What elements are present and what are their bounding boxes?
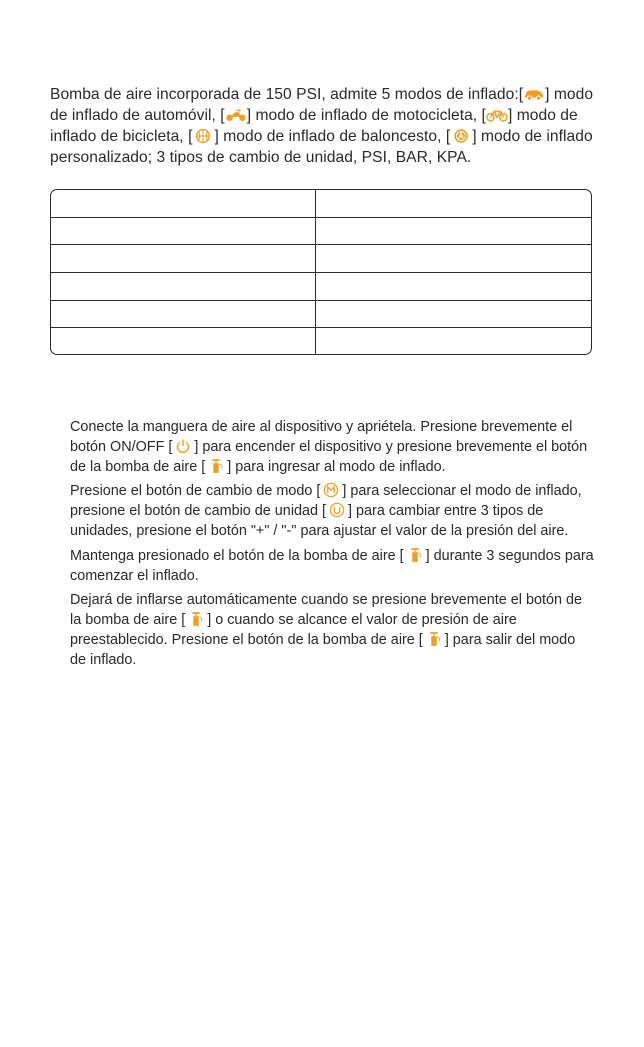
car-icon	[523, 86, 545, 102]
table-cell	[51, 273, 316, 300]
table-row	[51, 273, 591, 301]
step-text: Presione el botón de cambio de modo [	[70, 483, 321, 500]
table-cell	[316, 245, 591, 272]
table-row	[51, 328, 591, 355]
intro-paragraph	[50, 84, 600, 168]
unit-icon	[326, 502, 348, 518]
step-text: Dejará de inflarse automáticamente cuando se presione brevemente el botón de la bomba de aire [	[70, 592, 582, 629]
intro-text-2: ] modo de inflado de automóvil, [	[50, 86, 594, 124]
step-text: ] o cuando se alcance el valor de presión de aire preestablecido. Presione el botón de la bomba de aire [	[70, 612, 517, 648]
bicycle-icon	[486, 107, 508, 123]
intro-text-6: ] modo de inflado personalizado; 3 tipos de cambio de unidad, PSI, BAR, KPA.	[50, 128, 593, 166]
step-text: Mantenga presionado el botón de la bomba de aire [	[70, 547, 404, 564]
step-4	[70, 591, 595, 670]
intro-text-5: ] modo de inflado de baloncesto, [	[214, 128, 451, 145]
pump-icon	[404, 547, 426, 563]
pump-icon	[423, 631, 445, 647]
step-2	[70, 482, 595, 541]
step-text: ] para salir del modo de inflado.	[70, 631, 576, 668]
step-text: ] durante 3 segundos para comenzar el inflado.	[70, 547, 594, 584]
step-3	[70, 547, 595, 587]
motorcycle-icon	[225, 107, 247, 123]
pump-icon	[205, 458, 227, 474]
mode-icon	[320, 482, 342, 498]
table-row	[51, 301, 591, 329]
table-cell	[51, 190, 316, 217]
table-cell	[316, 218, 591, 245]
step-text: ] para seleccionar el modo de inflado, presione el botón de cambio de unidad [	[70, 483, 582, 520]
instruction-steps	[70, 418, 595, 676]
table-cell	[316, 273, 591, 300]
step-1	[70, 418, 595, 477]
table-row	[51, 190, 591, 218]
power-icon	[172, 438, 194, 454]
custom-mode-icon	[450, 128, 472, 144]
table-cell	[316, 301, 591, 328]
intro-text-4: ] modo de inflado de bicicleta, [	[50, 107, 578, 145]
step-text: ] para encender el dispositivo y presione brevemente el botón de la bomba de aire [	[70, 438, 588, 475]
step-text: ] para ingresar al modo de inflado.	[227, 458, 446, 475]
table-row	[51, 245, 591, 273]
table-cell	[51, 245, 316, 272]
table-cell	[51, 328, 316, 355]
step-text: Conecte la manguera de aire al dispositivo y apriétela. Presione brevemente el botón ON/OFF [	[70, 419, 573, 455]
step-text: ] para cambiar entre 3 tipos de unidades, presione el botón "+" / "-" para ajustar el valor de la presión del aire.	[70, 503, 569, 539]
intro-text-3: ] modo de inflado de motocicleta, [	[246, 107, 486, 124]
basketball-icon	[192, 128, 214, 144]
intro-text-1: Bomba de aire incorporada de 150 PSI, admite 5 modos de inflado:[	[50, 86, 524, 103]
table-cell	[316, 328, 591, 355]
table-cell	[51, 301, 316, 328]
pump-icon	[185, 611, 207, 627]
table-cell	[316, 190, 591, 217]
table-row	[51, 218, 591, 246]
spec-table	[50, 189, 592, 355]
table-cell	[51, 218, 316, 245]
